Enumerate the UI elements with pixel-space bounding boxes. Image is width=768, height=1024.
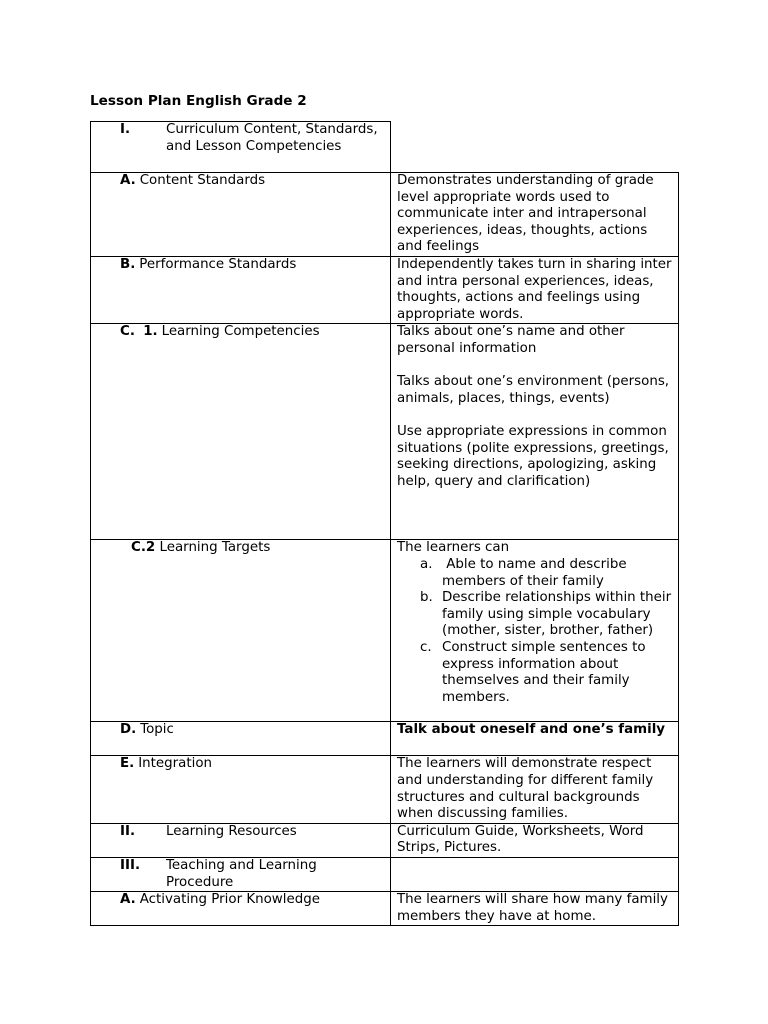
table-row (91, 722, 679, 756)
row-value-cell: Demonstrates understanding of grade level appropriate words used to communicate inter and intrapersonal experiences, ideas, thoughts, actions and feelings (391, 173, 679, 257)
competency-text: Use appropriate expressions in common situations (polite expressions, greetings, seeking directions, apologizing, asking help, query and clarification) (397, 423, 669, 489)
lesson-plan-table (90, 121, 679, 926)
item-number: C.2 (131, 540, 156, 556)
section-label: Curriculum Content, Standards, and Lesson Competencies (166, 122, 378, 154)
list-item (420, 639, 672, 706)
targets-list (397, 557, 672, 706)
item-sub-number: 1. (143, 324, 158, 340)
table-row (91, 122, 679, 173)
row-label-cell (91, 540, 391, 722)
row-value-cell (391, 324, 679, 540)
table-row (91, 756, 679, 823)
item-label: Topic (140, 722, 174, 738)
item-label: Content Standards (139, 173, 266, 188)
row-value-cell (391, 857, 679, 891)
row-label-cell (91, 892, 391, 926)
document-title: Lesson Plan English Grade 2 (90, 93, 307, 109)
row-value-cell: The learners will share how many family members they have at home. (391, 892, 679, 926)
row-value-cell: The learners will demonstrate respect and understanding for different family structures and cultural backgrounds when discussing families. (391, 756, 679, 823)
item-letter: C. (120, 324, 135, 340)
list-item-text: Able to name and describe members of their family (442, 556, 631, 589)
competency-text: Talks about one’s environment (persons, animals, places, things, events) (397, 374, 670, 406)
table-row (91, 540, 679, 722)
item-label: Activating Prior Knowledge (139, 892, 320, 908)
row-value-cell: Independently takes turn in sharing inter and intra personal experiences, ideas, thoughts, actions and feelings using appropriate words. (391, 257, 679, 324)
list-item-text: Describe relationships within their family using simple vocabulary (mother, sister, brother, father) (442, 590, 672, 639)
list-item (420, 590, 672, 640)
list-marker: c. (420, 639, 432, 655)
item-label: Learning Targets (159, 540, 271, 556)
section-label: Learning Resources (166, 823, 297, 839)
item-label: Performance Standards (139, 257, 297, 272)
row-value-cell: Curriculum Guide, Worksheets, Word Strips, Pictures. (391, 823, 679, 857)
row-label-cell (91, 257, 391, 324)
table-row (91, 823, 679, 857)
table-row (91, 892, 679, 926)
list-marker: a. (420, 556, 433, 572)
row-label-cell (91, 173, 391, 257)
section-number: I. (120, 122, 131, 137)
table-row (91, 324, 679, 540)
table-row (91, 857, 679, 891)
item-label: Integration (138, 756, 213, 772)
row-value-cell (391, 540, 679, 722)
item-letter: B. (120, 257, 136, 272)
item-letter: D. (120, 722, 137, 738)
competency-text: Talks about one’s name and other personal information (397, 324, 625, 356)
row-label-cell (91, 122, 391, 173)
targets-intro: The learners can (397, 540, 510, 556)
list-item (420, 556, 672, 590)
item-label: Learning Competencies (161, 324, 320, 340)
row-label-cell (91, 823, 391, 857)
section-number: III. (120, 857, 141, 873)
table-row (91, 173, 679, 257)
list-item-text: Construct simple sentences to express information about themselves and their family members. (442, 639, 646, 705)
list-marker: b. (420, 590, 433, 606)
section-label: Teaching and Learning Procedure (166, 857, 317, 890)
row-label-cell (91, 722, 391, 756)
item-letter: E. (120, 756, 135, 772)
row-label-cell (91, 857, 391, 891)
row-label-cell (91, 756, 391, 823)
row-label-cell (91, 324, 391, 540)
row-value-cell: Talk about oneself and one’s family (391, 722, 679, 756)
table-row (91, 257, 679, 324)
item-letter: A. (120, 173, 136, 188)
section-number: II. (120, 823, 136, 839)
item-letter: A. (120, 892, 136, 908)
row-value-cell (391, 122, 679, 173)
